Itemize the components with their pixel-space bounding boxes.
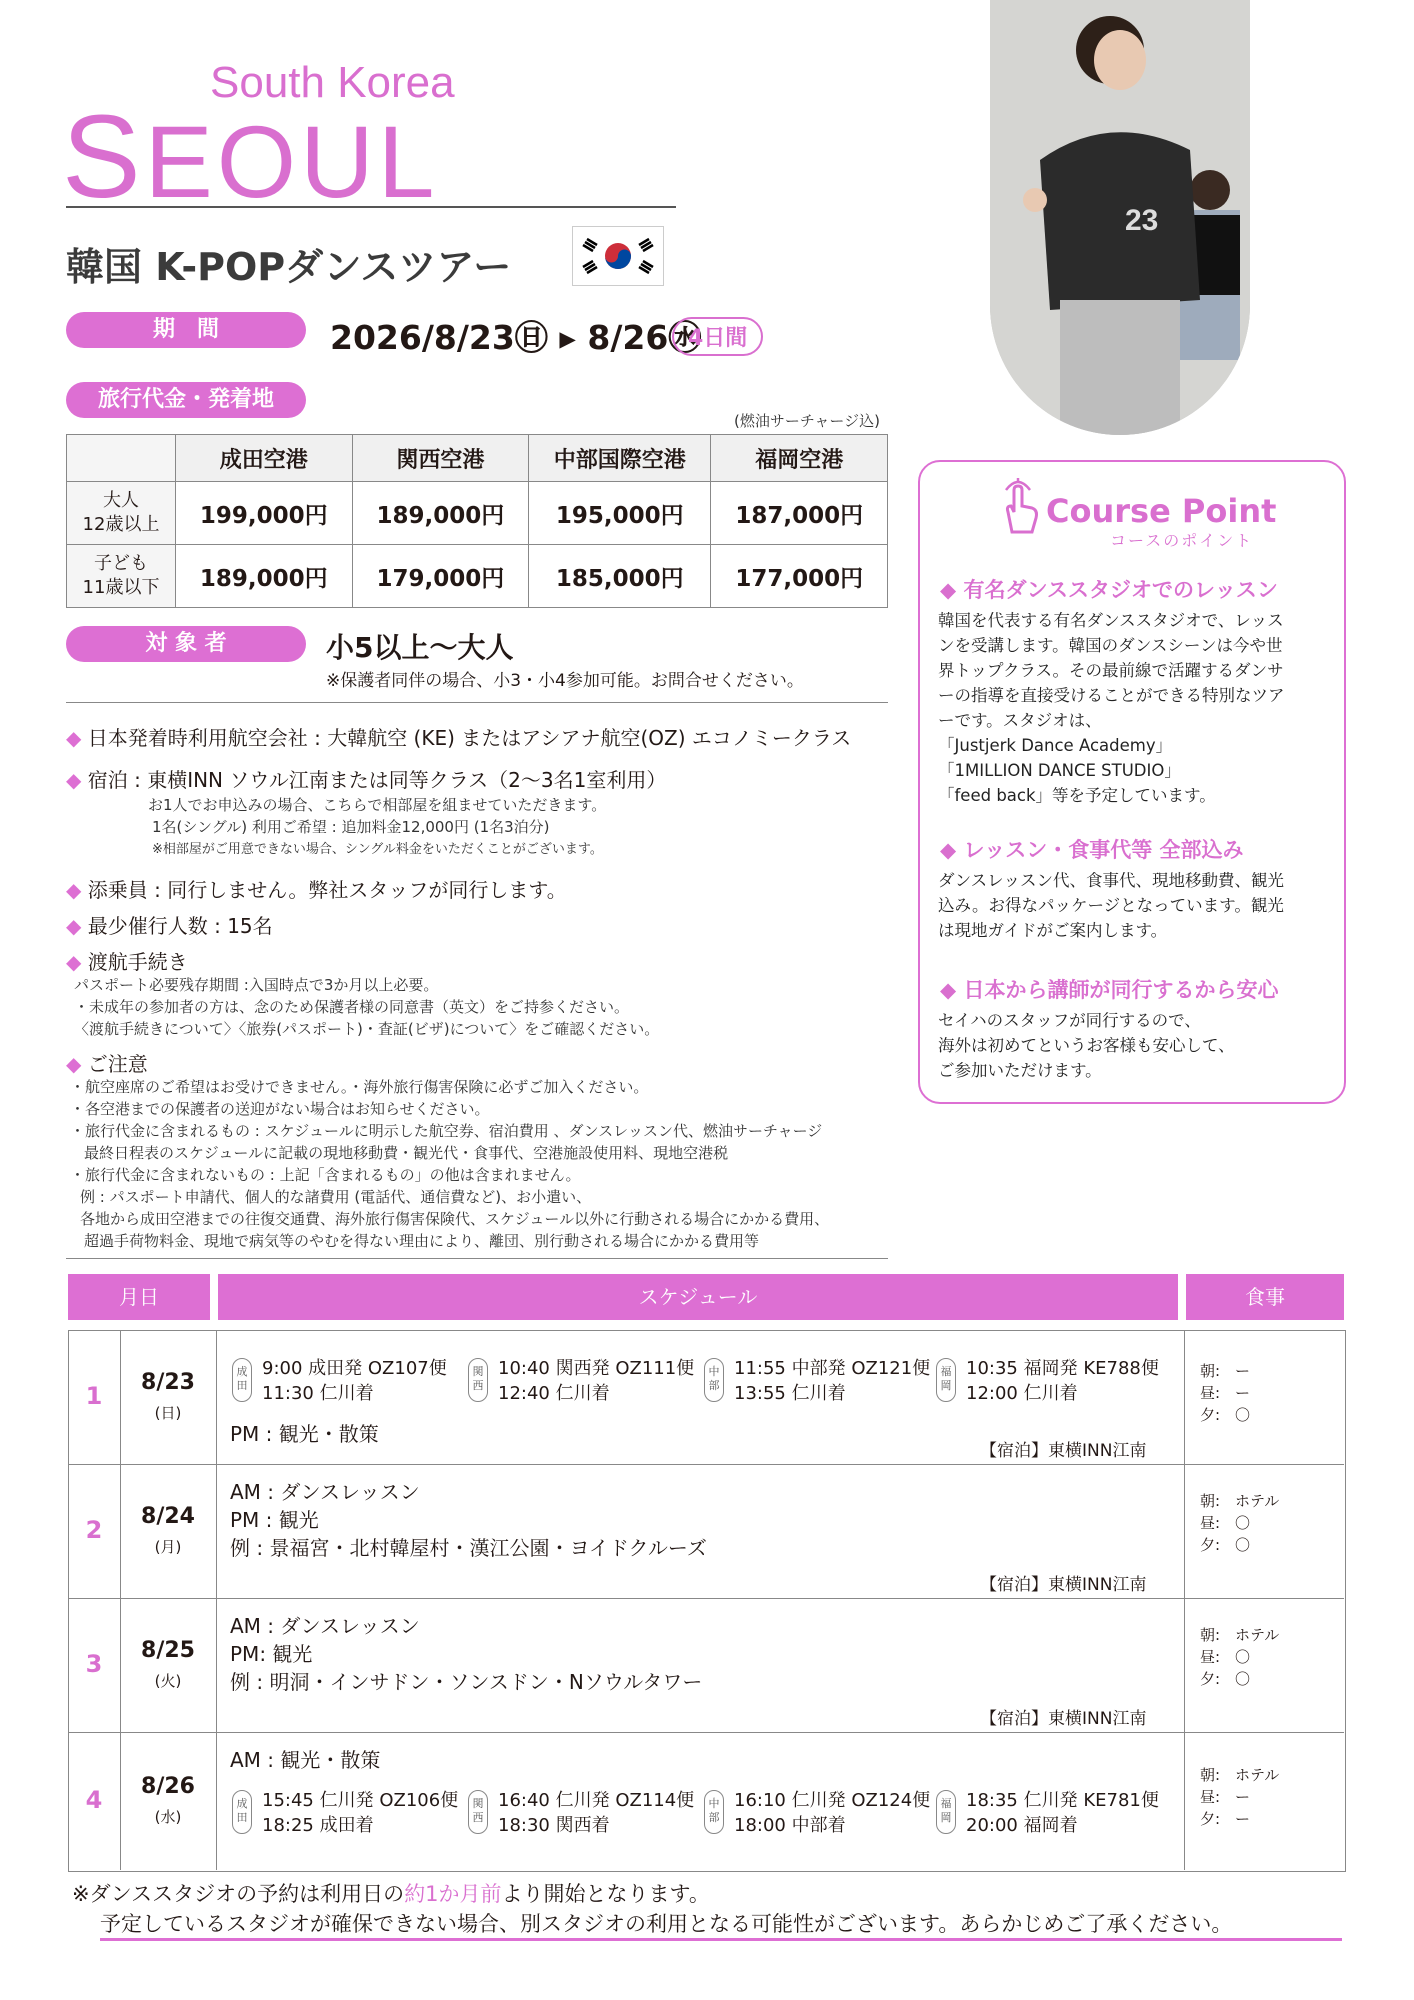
divider: [66, 1258, 888, 1259]
diamond-icon: ◆: [66, 1052, 82, 1076]
text-line: ご参加いただけます。: [938, 1061, 1102, 1080]
meal-line: 昼: ー: [1200, 1384, 1251, 1402]
hotel-label: 【宿泊】東横INN江南: [980, 1441, 1147, 1461]
day-weekday: (火): [154, 1672, 182, 1690]
price-corner: [67, 435, 176, 482]
diamond-icon: ◆: [66, 914, 82, 938]
airport-tag: 関 西: [468, 1790, 488, 1834]
flight-line: 12:00 仁川着: [966, 1383, 1078, 1404]
schedule-header-date: 月日: [68, 1274, 210, 1320]
text-line: ンを受講します。韓国のダンスシーンは今や世: [938, 636, 1283, 655]
footer-note-1: [72, 1878, 710, 1908]
row-label-1: 子ども: [94, 553, 148, 574]
day-date: 8/23: [141, 1370, 195, 1395]
day-weekday: (月): [154, 1538, 182, 1556]
flight-block: [966, 1788, 1159, 1838]
day-date: 8/25: [141, 1638, 195, 1663]
flight-line: 11:30 仁川着: [262, 1383, 374, 1404]
note-text: 添乗員 : 同行しません。弊社スタッフが同行します。: [87, 878, 567, 902]
text-line: は現地ガイドがご案内します。: [938, 921, 1168, 940]
meal-line: 夕: 〇: [1200, 1670, 1251, 1688]
price-cell: 189,000円: [352, 482, 529, 545]
meal-line: 夕: ー: [1200, 1810, 1251, 1828]
flight-block: [498, 1788, 694, 1838]
price-cell: 189,000円: [176, 545, 353, 608]
airport-tag: 福 岡: [936, 1358, 956, 1402]
price-header-row: [67, 435, 888, 482]
note-text: 最少催行人数 : 15名: [87, 914, 273, 938]
note-airline: [66, 722, 851, 751]
header-rule: [66, 206, 676, 208]
row-label-adult: [67, 482, 176, 545]
airport-tag: 福 岡: [936, 1790, 956, 1834]
meals: [1200, 1624, 1279, 1690]
note-min: [66, 910, 273, 939]
flight-line: 9:00 成田発 OZ107便: [262, 1358, 447, 1379]
target-note: ※保護者同伴の場合、小3・小4参加可能。お問合せください。: [326, 671, 804, 691]
airport-chubu: 中部国際空港: [529, 435, 711, 482]
text-line: 「feed back」等を予定しています。: [938, 786, 1216, 805]
hotel-sub: ※相部屋がご用意できない場合、シングル料金をいただくことがございます。: [152, 842, 603, 857]
caution-line: 例 : パスポート申請代、個人的な諸費用 (電話代、通信費など)、お小遣い、: [80, 1188, 592, 1206]
price-cell: 195,000円: [529, 482, 711, 545]
price-cell: 187,000円: [711, 482, 888, 545]
price-cell: 199,000円: [176, 482, 353, 545]
schedule-header-meals: 食事: [1186, 1274, 1344, 1320]
meal-line: 朝: ホテル: [1200, 1626, 1280, 1644]
meal-line: 夕: 〇: [1200, 1406, 1251, 1424]
note-text: 渡航手続き: [87, 950, 188, 974]
schedule-line: 例 : 景福宮・北村韓屋村・漢江公園・ヨイドクルーズ: [230, 1536, 707, 1560]
target-label: 対 象 者: [66, 626, 306, 662]
country-label: South Korea: [210, 58, 455, 107]
dancer-photo: [990, 0, 1250, 435]
flight-line: 10:40 関西発 OZ111便: [498, 1358, 695, 1379]
airport-tag: 関 西: [468, 1358, 488, 1402]
diamond-icon: ◆: [66, 878, 82, 902]
travel-sub: 〈渡航手続きについて〉〈旅券(パスポート)・査証(ビザ)について〉をご確認ください。: [74, 1020, 660, 1038]
flight-block: [966, 1356, 1159, 1406]
footer-note-2: 予定しているスタジオが確保できない場合、別スタジオの利用となる可能性がございます。あらかじめご了承ください。: [100, 1912, 1233, 1936]
flight-block: [262, 1356, 447, 1406]
day-weekday: (水): [154, 1808, 182, 1826]
schedule-line: PM: 観光: [230, 1642, 313, 1666]
diamond-icon: ◆: [66, 726, 82, 750]
text-line: ーの指導を直接受けることができる特別なツア: [938, 686, 1285, 705]
city-rest: EOUL: [144, 105, 439, 219]
grid-line: [68, 1464, 1344, 1465]
day-weekday: (日): [154, 1404, 182, 1422]
airport-fukuoka: 福岡空港: [711, 435, 888, 482]
price-cell: 179,000円: [352, 545, 529, 608]
price-cell: 177,000円: [711, 545, 888, 608]
korea-flag-icon: [572, 226, 664, 286]
day-number: 3: [85, 1650, 103, 1678]
grid-line: [68, 1732, 1344, 1733]
grid-line: [68, 1598, 1344, 1599]
schedule-line: 例 : 明洞・インサドン・ソンスドン・Nソウルタワー: [230, 1670, 703, 1694]
flight-line: 18:00 中部着: [734, 1815, 846, 1836]
hotel-sub: 1名(シングル) 利用ご希望 : 追加料金12,000円 (1名3泊分): [152, 818, 550, 836]
flight-line: 20:00 福岡着: [966, 1815, 1078, 1836]
flight-line: 16:10 仁川発 OZ124便: [734, 1790, 931, 1811]
text-line: 韓国を代表する有名ダンススタジオで、レッス: [938, 611, 1284, 630]
meal-line: 夕: 〇: [1200, 1536, 1251, 1554]
flight-block: [498, 1356, 694, 1406]
text-line: セイハのスタッフが同行するので、: [938, 1011, 1201, 1030]
caution-line: ・旅行代金に含まれないもの : 上記「含まれるもの」の他は含まれません。: [70, 1166, 581, 1184]
diamond-icon: ◆: [66, 768, 82, 792]
schedule-line: AM : 観光・散策: [230, 1748, 381, 1772]
svg-text:23: 23: [1125, 204, 1159, 237]
price-table: [66, 434, 888, 608]
caution-line: ・航空座席のご希望はお受けできません。・海外旅行傷害保険に必ずご加入ください。: [70, 1078, 649, 1096]
hotel-label: 【宿泊】東横INN江南: [980, 1575, 1147, 1595]
price-row-adult: [67, 482, 888, 545]
schedule-line: AM : ダンスレッスン: [230, 1614, 420, 1638]
tour-title: 韓国 K-POPダンスツアー: [66, 245, 512, 289]
city-title: [62, 91, 439, 223]
row-label-1: 大人: [103, 490, 139, 511]
travel-sub: ・未成年の参加者の方は、念のため保護者様の同意書（英文）をご持参ください。: [74, 998, 630, 1016]
flight-line: 18:30 関西着: [498, 1815, 610, 1836]
meal-line: 昼: 〇: [1200, 1648, 1251, 1666]
price-cell: 185,000円: [529, 545, 711, 608]
flight-line: 18:25 成田着: [262, 1815, 374, 1836]
day-date: 8/24: [141, 1504, 195, 1529]
flight-block: [734, 1788, 930, 1838]
point-3-text: [938, 1008, 1235, 1083]
schedule-line: PM : 観光・散策: [230, 1422, 379, 1446]
text-line: 海外は初めてというお客様も安心して、: [938, 1036, 1235, 1055]
course-point-title: Course Point: [1046, 492, 1277, 530]
price-label: 旅行代金・発着地: [66, 382, 306, 418]
note-text: 日本発着時利用航空会社 : 大韓航空 (KE) またはアシアナ航空(OZ) エコノミークラス: [87, 726, 852, 750]
flight-line: 10:35 福岡発 KE788便: [966, 1358, 1159, 1379]
flight-line: 16:40 仁川発 OZ114便: [498, 1790, 695, 1811]
flight-line: 13:55 仁川着: [734, 1383, 846, 1404]
divider: [66, 702, 888, 703]
price-row-child: [67, 545, 888, 608]
point-3-heading: ◆ 日本から講師が同行するから安心: [940, 978, 1279, 1002]
note-travel: [66, 946, 188, 975]
text-line: 込み。お得なパッケージとなっています。観光: [938, 896, 1284, 915]
flight-line: 12:40 仁川着: [498, 1383, 610, 1404]
footer-highlight: 約1か月前: [404, 1882, 502, 1906]
grid-line: [216, 1330, 217, 1870]
meals: [1200, 1764, 1279, 1830]
caution-line: ・旅行代金に含まれるもの : スケジュールに明示した航空券、宿泊費用 、ダンスレッスン代、燃油サーチャージ: [70, 1122, 823, 1140]
airport-tag: 中 部: [704, 1790, 724, 1834]
fuel-note: (燃油サーチャージ込): [734, 412, 880, 430]
day-date: 8/26: [141, 1774, 195, 1799]
period-label: 期 間: [66, 312, 306, 348]
row-label-child: [67, 545, 176, 608]
row-label-2: 12歳以上: [82, 514, 160, 535]
target-value: 小5以上～大人: [326, 631, 514, 664]
footer-underline: [100, 1938, 1342, 1941]
grid-line: [120, 1330, 121, 1870]
caution-line: 最終日程表のスケジュールに記載の現地移動費・観光代・食事代、空港施設使用料、現地空港税: [84, 1144, 729, 1162]
period-dates: 2026/8/23㊐ ▸ 8/26㊌: [330, 318, 702, 357]
flight-line: 18:35 仁川発 KE781便: [966, 1790, 1159, 1811]
meals: [1200, 1490, 1279, 1556]
airport-kansai: 関西空港: [352, 435, 529, 482]
airport-narita: 成田空港: [176, 435, 353, 482]
travel-sub: パスポート必要残存期間 :入国時点で3か月以上必要。: [74, 976, 439, 994]
hotel-label: 【宿泊】東横INN江南: [980, 1709, 1147, 1729]
meal-line: 朝: ー: [1200, 1362, 1251, 1380]
note-caution: [66, 1048, 148, 1077]
text-line: ーです。スタジオは、: [938, 711, 1102, 730]
note-hotel: [66, 764, 666, 793]
point-1-heading: ◆ 有名ダンススタジオでのレッスン: [940, 578, 1278, 602]
airport-tag: 成 田: [232, 1358, 252, 1402]
caution-line: 超過手荷物料金、現地で病気等のやむを得ない理由により、離団、別行動される場合にかかる費用等: [84, 1232, 760, 1250]
point-2-heading: ◆ レッスン・食事代等 全部込み: [940, 838, 1244, 862]
city-initial: S: [62, 91, 145, 223]
meals: [1200, 1360, 1250, 1426]
flight-line: 15:45 仁川発 OZ106便: [262, 1790, 459, 1811]
flight-block: [262, 1788, 458, 1838]
note-text: ご注意: [87, 1052, 148, 1076]
note-escort: [66, 874, 567, 903]
meal-line: 昼: ー: [1200, 1788, 1251, 1806]
note-text: 宿泊 : 東横INN ソウル江南または同等クラス（2～3名1室利用）: [87, 768, 667, 792]
day-number: 4: [85, 1786, 103, 1814]
meal-line: 昼: 〇: [1200, 1514, 1251, 1532]
period-days-badge: 4日間: [672, 317, 763, 356]
caution-line: 各地から成田空港までの往復交通費、海外旅行傷害保険代、スケジュール以外に行動される場合にかかる費用、: [80, 1210, 830, 1228]
text-line: 「Justjerk Dance Academy」: [938, 736, 1173, 755]
course-point-subtitle: コースのポイント: [1110, 531, 1254, 550]
diamond-icon: ◆: [66, 950, 82, 974]
day-number: 2: [85, 1516, 103, 1544]
point-2-text: [938, 868, 1284, 943]
flight-line: 11:55 中部発 OZ121便: [734, 1358, 931, 1379]
text-line: 界トップクラス。その最前線で活躍するダンサ: [938, 661, 1284, 680]
caution-line: ・各空港までの保護者の送迎がない場合はお知らせください。: [70, 1100, 490, 1118]
text-line: 「1MILLION DANCE STUDIO」: [938, 761, 1181, 780]
text-line: ダンスレッスン代、食事代、現地移動費、観光: [938, 871, 1285, 890]
day-number: 1: [85, 1382, 103, 1410]
airport-tag: 中 部: [704, 1358, 724, 1402]
footer-text: より開始となります。: [501, 1882, 710, 1906]
point-1-text: [938, 608, 1285, 808]
row-label-2: 11歳以下: [82, 577, 160, 598]
grid-line: [1184, 1330, 1185, 1870]
schedule-header-schedule: スケジュール: [218, 1274, 1178, 1320]
hotel-sub: お1人でお申込みの場合、こちらで相部屋を組ませていただきます。: [148, 796, 607, 814]
schedule-line: PM : 観光: [230, 1508, 319, 1532]
footer-text: ※ダンススタジオの予約は利用日の: [72, 1882, 405, 1906]
schedule-line: AM : ダンスレッスン: [230, 1480, 420, 1504]
meal-line: 朝: ホテル: [1200, 1492, 1280, 1510]
airport-tag: 成 田: [232, 1790, 252, 1834]
meal-line: 朝: ホテル: [1200, 1766, 1280, 1784]
tap-hand-icon: [998, 478, 1042, 538]
flight-block: [734, 1356, 930, 1406]
